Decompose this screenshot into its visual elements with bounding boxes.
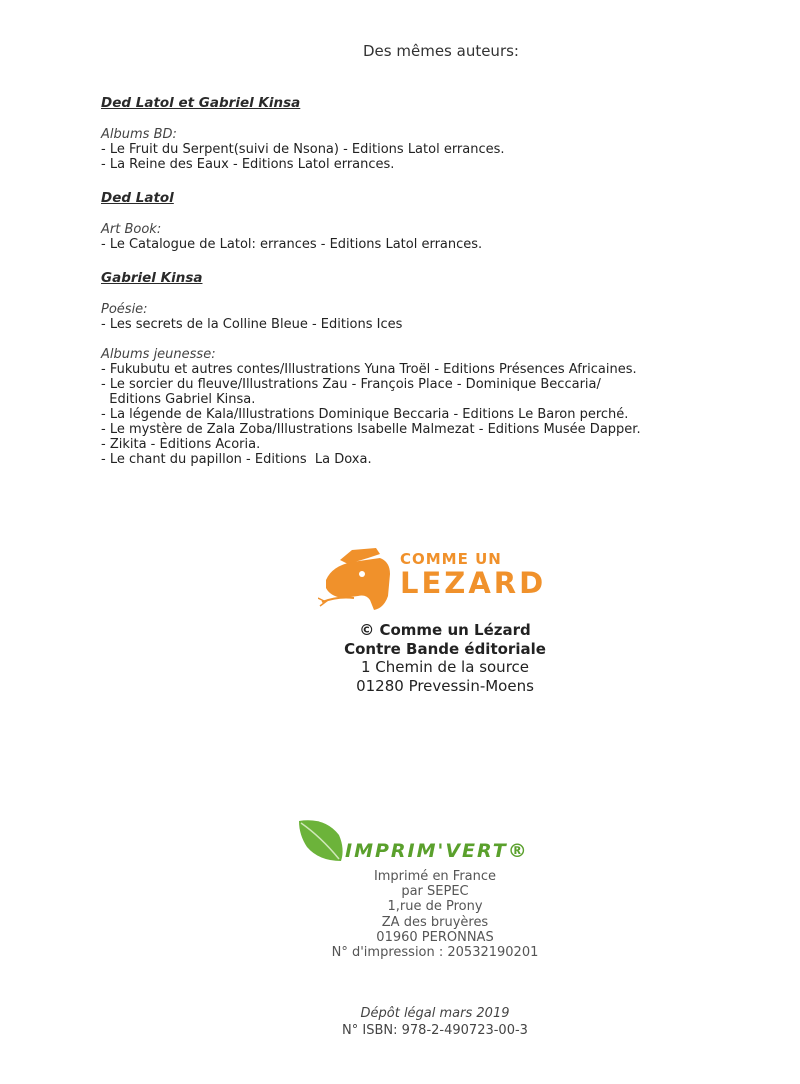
section-latol-kinsa xyxy=(101,95,781,172)
printer-info xyxy=(300,869,570,960)
list-item: - Les secrets de la Colline Bleue - Editions Ices xyxy=(101,317,403,332)
category-label: Albums BD: xyxy=(101,127,177,142)
printer-line: par SEPEC xyxy=(401,884,469,900)
logo-text-top: COMME UN xyxy=(400,550,502,568)
publisher-info xyxy=(300,621,590,695)
publisher-address-2: 01280 Prevessin-Moens xyxy=(356,676,534,695)
list-item: Editions Gabriel Kinsa. xyxy=(101,392,256,407)
lizard-icon xyxy=(318,540,408,618)
publisher-subtitle: Contre Bande éditoriale xyxy=(344,639,546,658)
list-item: - Le Fruit du Serpent(suivi de Nsona) - Editions Latol errances. xyxy=(101,142,505,157)
list-item: - Zikita - Editions Acoria. xyxy=(101,437,261,452)
printer-line: 1,rue de Prony xyxy=(387,899,483,915)
category-label: Poésie: xyxy=(101,302,148,317)
list-item: - Le chant du papillon - Editions La Doxa. xyxy=(101,452,372,467)
section-author: Ded Latol et Gabriel Kinsa xyxy=(101,95,301,111)
list-item: - La légende de Kala/Illustrations Dominique Beccaria - Editions Le Baron perché. xyxy=(101,407,629,422)
legal-deposit: Dépôt légal mars 2019 xyxy=(360,1006,510,1021)
list-item: - Le mystère de Zala Zoba/Illustrations Isabelle Malmezat - Editions Musée Dapper. xyxy=(101,422,641,437)
publisher-address-1: 1 Chemin de la source xyxy=(360,658,530,676)
bibliography xyxy=(101,95,781,485)
isbn: N° ISBN: 978-2-490723-00-3 xyxy=(342,1023,528,1038)
publisher-name: © Comme un Lézard xyxy=(359,621,531,639)
leaf-icon xyxy=(295,815,347,865)
publisher-logo xyxy=(318,540,547,618)
category-label: Albums jeunesse: xyxy=(101,347,216,362)
print-number: N° d'impression : 20532190201 xyxy=(331,945,539,961)
list-item: - Le Catalogue de Latol: errances - Editions Latol errances. xyxy=(101,237,483,252)
category-label: Art Book: xyxy=(101,222,162,237)
imprimvert-logo xyxy=(295,815,555,865)
section-author: Gabriel Kinsa xyxy=(101,270,203,286)
printer-line: Imprimé en France xyxy=(373,869,497,884)
printer-line: ZA des bruyères xyxy=(381,914,489,930)
legal-info xyxy=(300,1005,570,1039)
printer-line: 01960 PERONNAS xyxy=(376,929,494,945)
section-kinsa xyxy=(101,270,781,467)
list-item: - La Reine des Eaux - Editions Latol errances. xyxy=(101,157,395,172)
imprimvert-text: IMPRIM'VERT® xyxy=(345,840,529,862)
section-latol xyxy=(101,190,781,252)
page-heading: Des mêmes auteurs: xyxy=(363,42,519,60)
section-author: Ded Latol xyxy=(101,190,174,206)
list-item: - Fukubutu et autres contes/Illustrations Yuna Troël - Editions Présences Africaines. xyxy=(101,362,637,377)
list-item: - Le sorcier du fleuve/Illustrations Zau - François Place - Dominique Beccaria/ xyxy=(101,377,601,392)
logo-text-bottom: LEZARD xyxy=(400,566,547,600)
